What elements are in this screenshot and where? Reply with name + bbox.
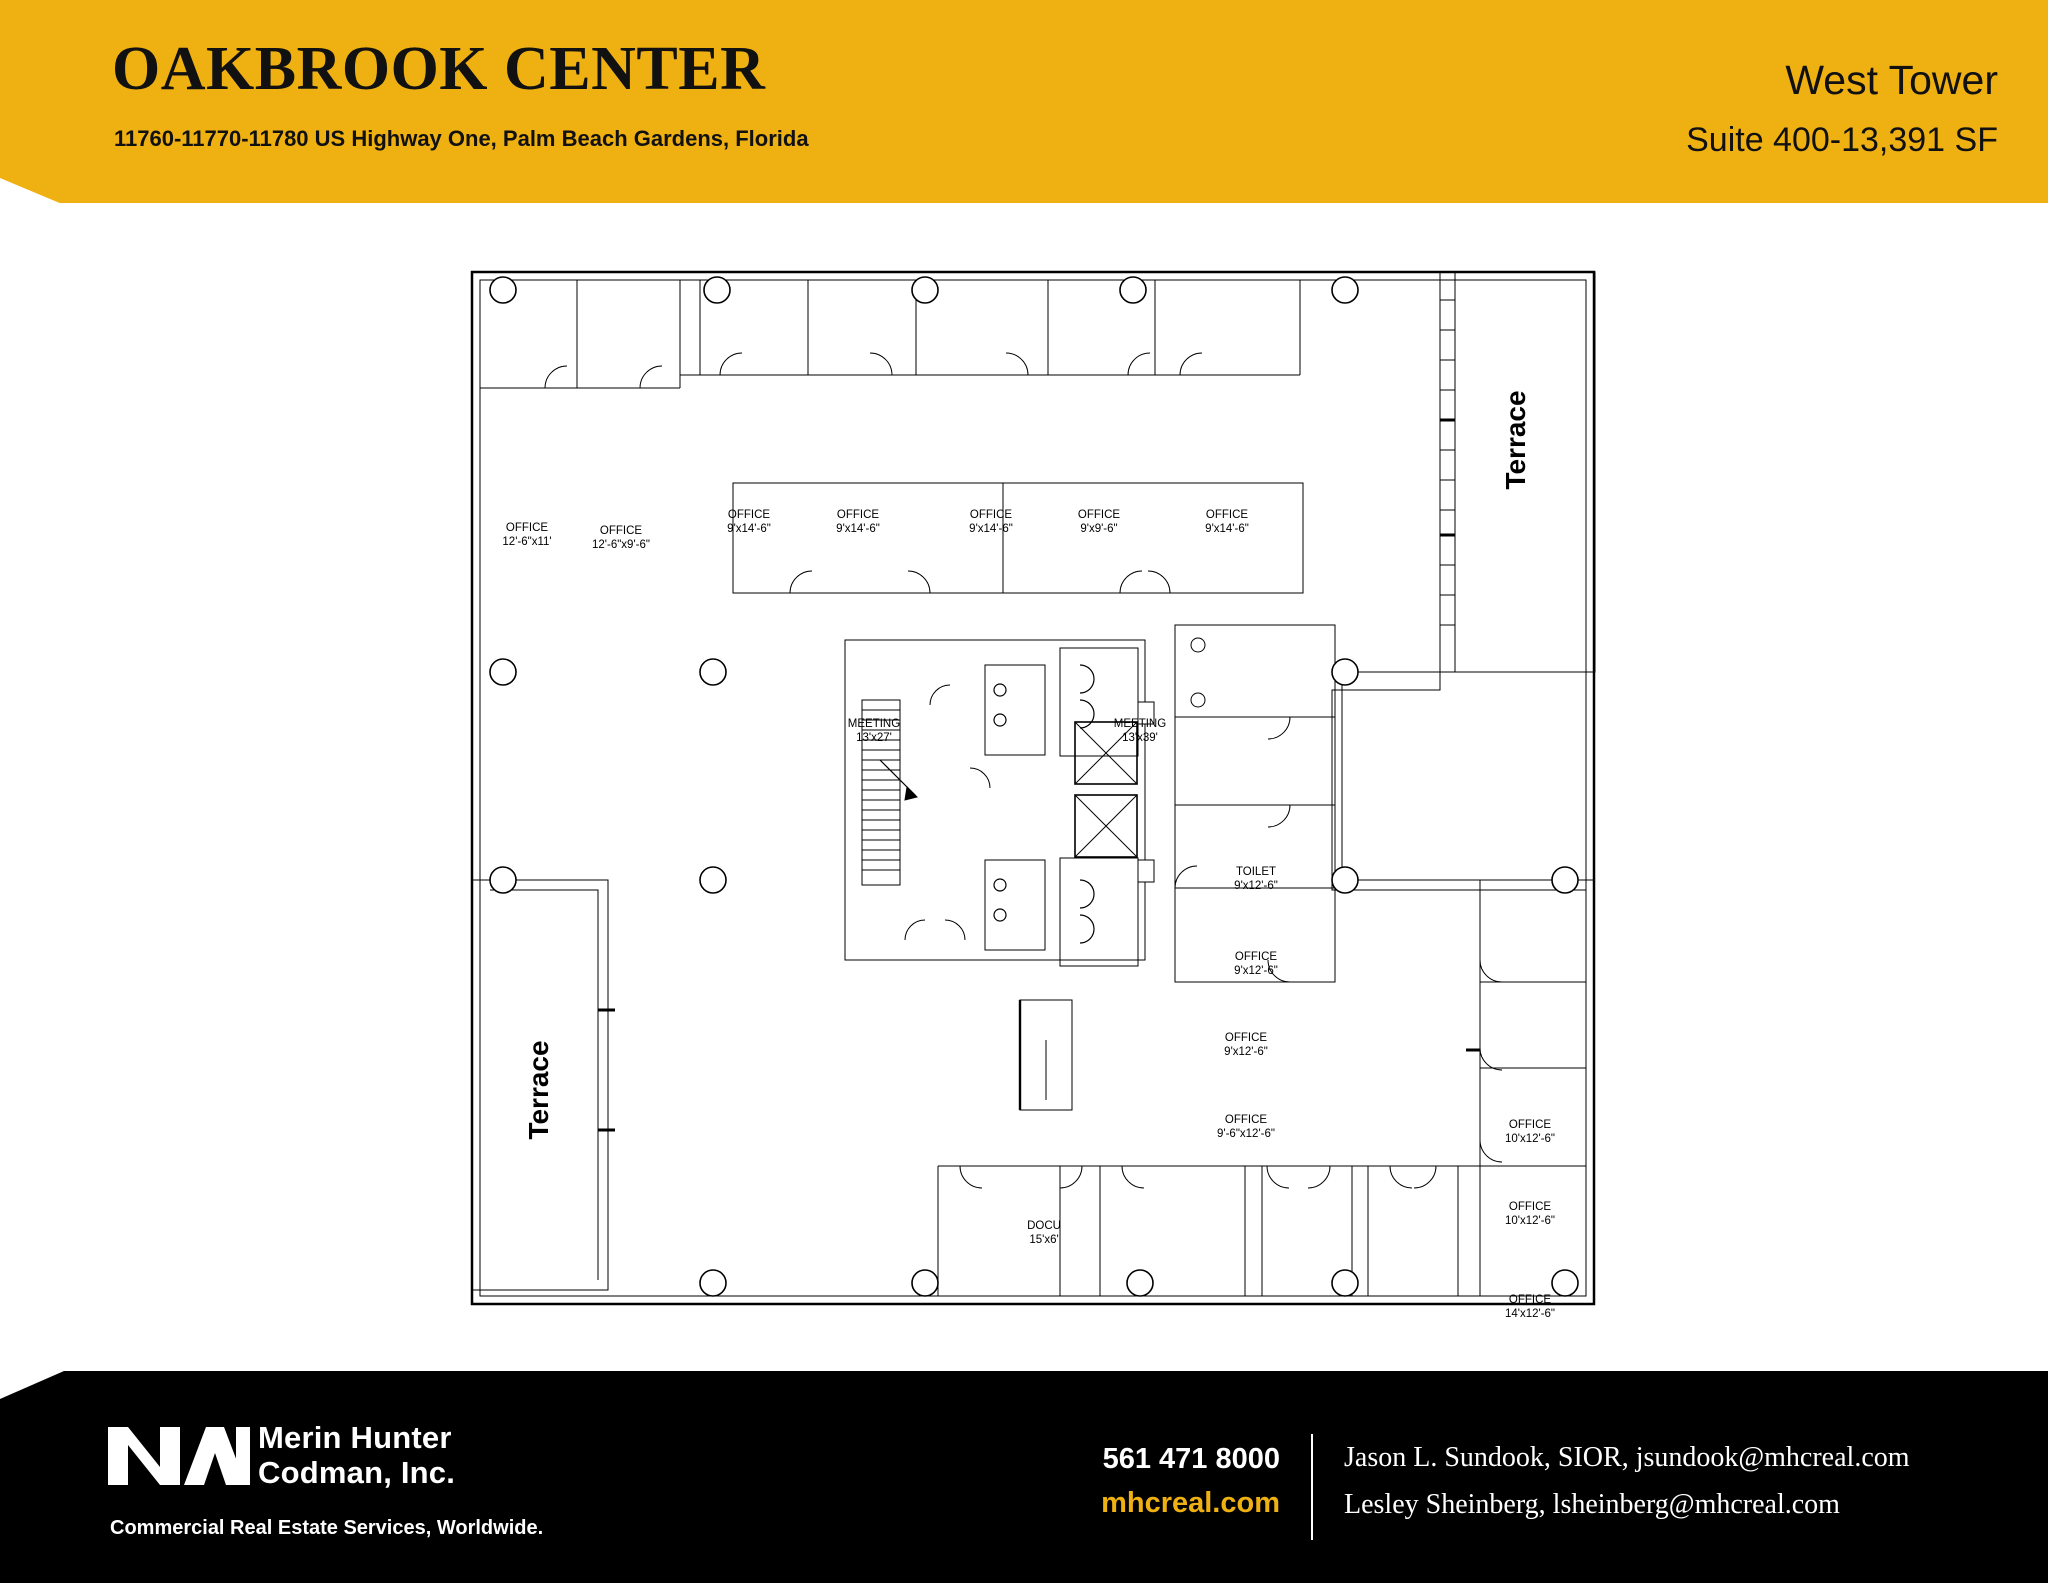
property-address: 11760-11770-11780 US Highway One, Palm Beach Gardens, Florida (114, 126, 809, 151)
room-office-4 (836, 509, 880, 535)
floorplan-container (0, 203, 2048, 1355)
room-office-1 (502, 522, 551, 548)
room-office-8 (1234, 951, 1278, 977)
room-dimensions: 9'x12'-6" (1224, 1046, 1268, 1058)
room-name: OFFICE (1224, 1114, 1268, 1126)
header-corner-notch (0, 178, 62, 204)
room-docu (1027, 1220, 1061, 1246)
room-name: OFFICE (1224, 1032, 1268, 1044)
room-office-11 (1505, 1119, 1555, 1145)
room-name: OFFICE (969, 509, 1013, 521)
tower-label: West Tower (1785, 57, 1998, 103)
page-footer (0, 1371, 2048, 1583)
floorplan-drawing (0, 203, 2048, 1355)
room-office-6 (1078, 509, 1120, 535)
room-name: TOILET (1235, 866, 1277, 878)
room-dimensions: 9'x9'-6" (1080, 523, 1118, 535)
page-header (0, 0, 2048, 203)
contact-agent-2[interactable]: Lesley Sheinberg, lsheinberg@mhcreal.com (1344, 1489, 1840, 1520)
room-name: OFFICE (836, 509, 880, 521)
room-dimensions: 9'x14'-6" (1205, 523, 1249, 535)
room-dimensions: 9'x14'-6" (727, 523, 771, 535)
room-dimensions: 13'x39' (1122, 732, 1158, 744)
room-dimensions: 13'x27' (856, 732, 892, 744)
room-name: OFFICE (727, 509, 771, 521)
room-dimensions: 12'-6"x9'-6" (592, 539, 650, 551)
room-name: OFFICE (505, 522, 549, 534)
room-toilet (1234, 866, 1278, 892)
room-office-2 (592, 525, 650, 551)
room-dimensions: 10'x12'-6" (1504, 1215, 1556, 1227)
room-dimensions: 12'-6"x11' (502, 536, 552, 548)
room-name: OFFICE (1077, 509, 1121, 521)
structural-columns (490, 277, 1578, 1296)
room-office-7 (1205, 509, 1249, 535)
suite-label: Suite 400-13,391 SF (1686, 121, 1998, 159)
room-office-3 (727, 509, 771, 535)
room-dimensions: 9'-6"x12'-6" (1217, 1128, 1275, 1140)
room-name: OFFICE (1234, 951, 1278, 963)
room-office-12 (1505, 1201, 1555, 1227)
contact-website-link[interactable]: mhcreal.com (1101, 1487, 1280, 1519)
contact-phone[interactable]: 561 471 8000 (1102, 1443, 1280, 1475)
room-meeting-2 (1114, 718, 1166, 744)
room-label-group (502, 509, 1555, 1442)
company-name (258, 1421, 455, 1490)
room-name: MEETING (1113, 718, 1167, 730)
room-office-9 (1224, 1032, 1268, 1058)
company-name-line1: Merin Hunter (258, 1420, 452, 1455)
terrace-left-label: Terrace (523, 1040, 554, 1140)
terrace-right-label: Terrace (1500, 390, 1531, 490)
footer-divider (1311, 1434, 1313, 1540)
room-name: OFFICE (1508, 1119, 1552, 1131)
contact-agent-1[interactable]: Jason L. Sundook, SIOR, jsundook@mhcreal.com (1344, 1442, 1910, 1473)
room-name: OFFICE (1508, 1294, 1552, 1306)
page-title: OAKBROOK CENTER (112, 35, 766, 103)
company-tagline: Commercial Real Estate Services, Worldwide. (110, 1517, 544, 1539)
room-dimensions: 9'x14'-6" (969, 523, 1013, 535)
room-name: OFFICE (599, 525, 643, 537)
room-dimensions: 9'x14'-6" (836, 523, 880, 535)
room-office-13 (1505, 1294, 1555, 1320)
footer-corner-notch (0, 1371, 64, 1399)
room-name: MEETING (847, 718, 901, 730)
company-name-line2: Codman, Inc. (258, 1454, 456, 1490)
room-name: DOCU (1027, 1220, 1061, 1232)
room-dimensions: 14'x12'-6" (1504, 1308, 1556, 1320)
room-name: OFFICE (1205, 509, 1249, 521)
room-name: OFFICE (1508, 1201, 1552, 1213)
room-dimensions: 9'x12'-6" (1234, 965, 1278, 977)
room-dimensions: 10'x12'-6" (1504, 1133, 1556, 1145)
room-office-10 (1217, 1114, 1275, 1140)
room-office-5 (969, 509, 1013, 535)
room-dimensions: 9'x12'-6" (1234, 880, 1278, 892)
nai-logo-icon (108, 1427, 250, 1485)
room-dimensions: 15'x6' (1029, 1234, 1059, 1246)
